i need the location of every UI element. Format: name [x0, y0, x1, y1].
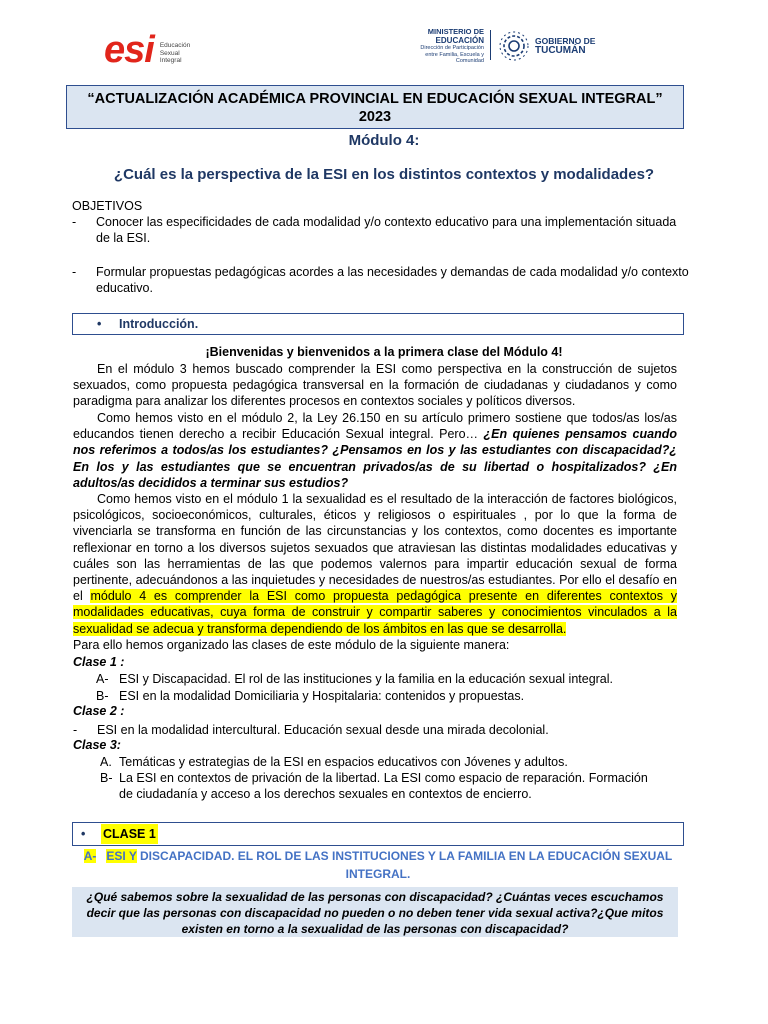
paragraph-3: Como hemos visto en el módulo 1 la sexualidad es el resultado de la interacción de factores biológicos, psicológicos, socioeconómicos, culturales, éticos y religiosos o espirituales , por lo que la forma de vivenciarla se transforma en función de las circunstancias y los contextos, como docentes es importante reflexionar en torno a los diversos sujetos sexuados que atraviesan las distintas modalidades educativas y cuáles son las herramientas de las que podemos valernos para impartir educación sexual de forma pertinente, adecuándonos a las inquietudes y necesidades de nuestros/as estudiantes. Por ello el desafío en el módulo 4 es comprender la ESI como propuesta pedagógica presente en diferentes contextos y modalidades educativas, cuya forma de construir y compartir saberes y conocimientos vinculados a la sexualidad se adecua y transforma dependiendo de los ámbitos en las que se desarrolla. Para ello hemos organizado las clases de este módulo de la siguiente manera: — [73, 492, 677, 652]
clase-1-section-box — [72, 822, 684, 846]
welcome-line: ¡Bienvenidas y bienvenidos a la primera clase del Módulo 4! — [205, 345, 563, 359]
bullet-icon: • — [81, 827, 86, 841]
clase-1-label: CLASE 1 — [101, 824, 158, 844]
bullet-icon: • — [97, 317, 102, 331]
module-question: ¿Cuál es la perspectiva de la ESI en los distintos contextos y modalidades? — [113, 166, 655, 183]
document-title-box — [66, 85, 684, 129]
document-year: 2023 — [358, 109, 392, 125]
list-item: B- La ESI en contextos de privación de la libertad. La ESI como espacio de reparación. Formación de ciudadanía y acceso a los derechos sexuales en contextos de encierro. — [100, 771, 648, 801]
document-title: “ACTUALIZACIÓN ACADÉMICA PROVINCIAL EN EDUCACIÓN SEXUAL INTEGRAL” — [87, 91, 663, 107]
list-item: B- ESI en la modalidad Domiciliaria y Hospitalaria: contenidos y propuestas. — [96, 689, 525, 703]
objectives-heading: OBJETIVOS — [72, 199, 143, 213]
intro-label: Introducción. — [119, 317, 199, 331]
logo-separator — [490, 30, 491, 60]
list-item: A. Temáticas y estrategias de la ESI en espacios educativos con Jóvenes y adultos. — [100, 755, 568, 769]
clase-1-subtitle: A- ESI Y DISCAPACIDAD. EL ROL DE LAS INSTITUCIONES Y LA FAMILIA EN LA EDUCACIÓN SEXUAL INTEGRAL. — [83, 849, 673, 881]
objective-item: - Conocer las especificidades de cada modalidad y/o contexto educativo para una implementación situada de la ESI. — [72, 215, 677, 245]
clase-2-heading: Clase 2 : — [73, 704, 125, 718]
paragraph-2: Como hemos visto en el módulo 2, la Ley 26.150 en su artículo primero sostiene que todos/as los/as educandos tienen derecho a recibir Educación Sexual integral. Pero… ¿En quienes pensamos cuando nos referimos a todos/as los estudiantes? ¿Pensamos en los y las estudiantes con discapacidad?¿ En los y las estudiantes que se encuentran privados/as de su libertad o hospitalizados? ¿En adultos/as decididos a terminar sus estudios? — [73, 411, 677, 490]
esi-logo-mark: esi — [104, 29, 154, 71]
intro-section-box — [72, 313, 684, 335]
clase-3-heading: Clase 3: — [73, 738, 121, 752]
clase-1-heading: Clase 1 : — [73, 655, 125, 669]
objective-item: - Formular propuestas pedagógicas acordes a las necesidades y demandas de cada modalidad y/o contexto educativo. — [72, 265, 689, 295]
government-logo: GOBIERNO DE TUCUMÁN — [497, 31, 595, 61]
highlighted-text: módulo 4 es comprender la ESI como propuesta pedagógica presente en diferentes contextos y modalidades educativas, cuya forma de construir y compartir saberes y conocimientos vinculados a la sexualidad se adecua y transforma dependiendo de los ámbitos en las que se desarrolla. — [73, 589, 677, 636]
esi-logo — [104, 29, 191, 71]
esi-logo-tagline: Educación Sexual Integral — [159, 42, 191, 64]
list-item: A- ESI y Discapacidad. El rol de las instituciones y la familia en la educación sexual integral. — [96, 672, 614, 686]
reflection-question-box: ¿Qué sabemos sobre la sexualidad de las personas con discapacidad? ¿Cuántas veces escuchamos decir que las personas con discapacidad no pueden o no deben tener vida sexual activa?¿Que mitos existen en torno a la sexualidad de las personas con discapacidad? — [72, 887, 678, 937]
ministry-logo: MINISTERIO DE EDUCACIÓN Dirección de Participación entre Familia, Escuela y Comunidad — [420, 27, 484, 64]
module-heading: Módulo 4: — [348, 132, 420, 149]
sun-emblem-icon — [497, 31, 531, 61]
list-item: - ESI en la modalidad intercultural. Educación sexual desde una mirada decolonial. — [73, 723, 549, 737]
paragraph-1: En el módulo 3 hemos buscado comprender la ESI como perspectiva en la construcción de sujetos sexuados, como propuesta pedagógica transversal en la formación de ciudadanas y ciudadanos y como paradigma para analizar los diferentes procesos en contextos sociales y políticos diversos. — [73, 362, 677, 409]
